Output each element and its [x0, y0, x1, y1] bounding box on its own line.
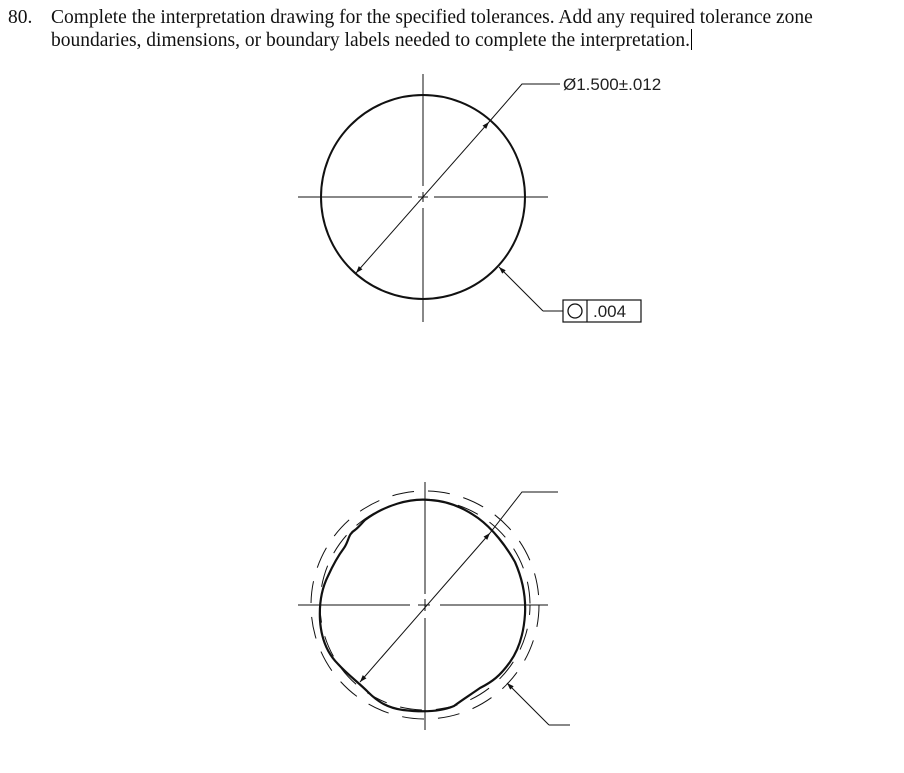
circularity-tolerance-value: .004	[593, 302, 627, 321]
top-drawing	[298, 74, 661, 322]
circularity-leader-arrow	[499, 267, 543, 311]
feature-control-frame	[563, 300, 641, 322]
diameter-callout: Ø1.500±.012	[563, 75, 662, 94]
bottom-boundary-leader	[507, 683, 549, 725]
question-text: Complete the interpretation drawing for the specified tolerances. Add any required tolerance zone boundaries, dimensions, or boundary labels needed to complete the interpretation.	[51, 7, 813, 51]
bottom-diameter-leader	[490, 492, 558, 533]
question-number: 80.	[8, 7, 33, 28]
bottom-drawing	[298, 482, 570, 730]
top-diameter-leader	[489, 84, 560, 122]
